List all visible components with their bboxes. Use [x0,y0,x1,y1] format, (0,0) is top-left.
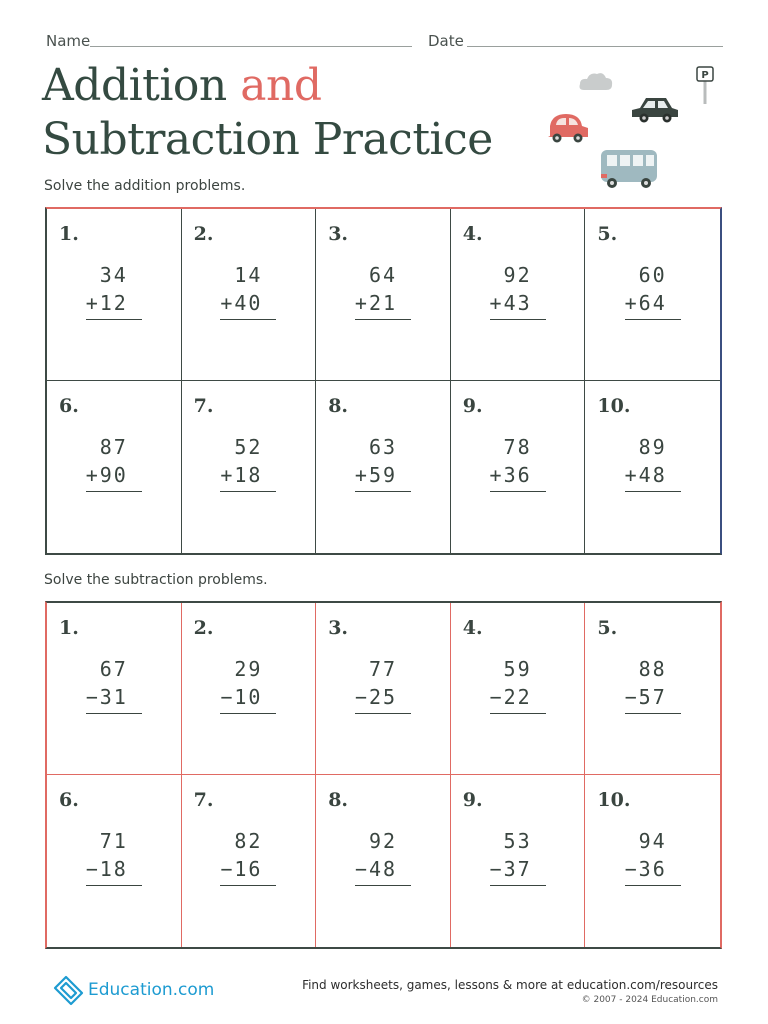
answer-line [355,319,411,320]
top-operand [182,827,316,855]
bottom-operand-value: 36 [503,463,532,487]
operator-sign: − [220,857,235,881]
problem-number: 6. [59,789,79,811]
problem-expression [182,827,316,886]
bottom-operand [168,855,316,883]
problem-number: 2. [193,223,214,245]
top-operand [451,261,585,289]
bottom-operand [33,683,181,711]
date-label: Date [428,32,464,50]
subtraction-problem-cell[interactable] [47,775,182,947]
bottom-operand-value: 64 [638,291,667,315]
top-operand-value: 52 [234,435,263,459]
operator-sign: + [85,291,100,315]
name-line[interactable] [90,46,412,47]
problem-number: 1. [59,617,79,639]
top-operand-value: 82 [234,829,263,853]
top-operand [451,433,585,461]
problem-number: 10. [597,789,631,811]
addition-problem-cell[interactable] [47,381,182,553]
page-title-line2: Subtraction Practice [42,114,493,165]
problem-number: 9. [462,789,483,811]
subtraction-problem-cell[interactable] [182,603,317,775]
answer-line [490,491,546,492]
operator-sign: − [489,857,504,881]
subtraction-problem-cell[interactable] [585,775,720,947]
answer-line [355,491,411,492]
problem-number: 3. [328,223,349,245]
top-operand [316,655,450,683]
bottom-operand [437,683,585,711]
top-operand [47,827,181,855]
top-operand [316,827,450,855]
addition-problem-cell[interactable] [585,209,720,381]
page-title-line1 [42,60,322,112]
answer-line [490,885,546,886]
bottom-operand-value: 90 [99,463,128,487]
footer-copyright: © 2007 - 2024 Education.com [581,995,718,1005]
top-operand-value: 92 [368,829,398,853]
bottom-operand [571,461,720,489]
bottom-operand [437,289,585,317]
problem-expression [585,827,720,886]
answer-line [86,885,142,886]
answer-line [86,319,142,320]
top-operand-value: 67 [99,657,128,681]
title-and: and [240,60,322,111]
operator-sign: − [85,857,100,881]
bottom-operand-value: 18 [234,463,263,487]
date-line[interactable] [467,46,723,47]
answer-line [625,319,681,320]
bottom-operand [437,855,585,883]
problem-expression [182,655,316,714]
problem-expression [316,827,450,886]
parking-letter: P [701,70,709,81]
top-operand [585,827,720,855]
problem-expression [47,433,181,492]
operator-sign: + [85,463,100,487]
operator-sign: + [354,291,369,315]
answer-line [86,491,142,492]
answer-line [355,885,411,886]
problem-expression [451,261,585,320]
top-operand-value: 87 [99,435,128,459]
bottom-operand [168,289,316,317]
bottom-operand [571,289,720,317]
subtraction-problem-cell[interactable] [47,603,182,775]
answer-line [625,713,681,714]
problem-number: 8. [328,789,349,811]
bottom-operand-value: 48 [638,463,667,487]
subtraction-problem-cell[interactable] [585,603,720,775]
problem-expression [316,433,450,492]
answer-line [625,491,681,492]
bottom-operand-value: 10 [234,685,263,709]
top-operand [585,655,720,683]
top-operand-value: 14 [234,263,263,287]
answer-line [220,319,276,320]
problem-expression [451,655,585,714]
bottom-operand [437,461,585,489]
operator-sign: + [354,463,369,487]
top-operand-value: 71 [99,829,128,853]
top-operand-value: 63 [368,435,398,459]
operator-sign: + [624,463,639,487]
problem-number: 7. [193,789,214,811]
bottom-operand-value: 48 [368,857,398,881]
bottom-operand [168,683,316,711]
bottom-operand [33,461,181,489]
cloud-icon [578,70,614,94]
top-operand [316,261,450,289]
top-operand-value: 78 [503,435,532,459]
top-operand [182,261,316,289]
addition-problem-cell[interactable] [451,381,586,553]
operator-sign: − [624,857,639,881]
problem-number: 6. [59,395,79,417]
top-operand [182,655,316,683]
subtraction-problem-cell[interactable] [451,775,586,947]
answer-line [490,319,546,320]
operator-sign: + [220,463,235,487]
top-operand-value: 59 [503,657,532,681]
bottom-operand-value: 21 [368,291,398,315]
bottom-operand-value: 59 [368,463,398,487]
addition-problem-cell[interactable] [316,381,451,553]
problem-number: 10. [597,395,631,417]
bus-icon [598,146,662,192]
top-operand [47,433,181,461]
answer-line [490,713,546,714]
problem-number: 2. [193,617,214,639]
bottom-operand-value: 40 [234,291,263,315]
bottom-operand-value: 31 [99,685,128,709]
name-field[interactable] [46,32,90,50]
problem-expression [182,433,316,492]
problem-expression [585,261,720,320]
bottom-operand [33,855,181,883]
operator-sign: − [85,685,100,709]
problem-number: 5. [597,617,618,639]
problem-number: 1. [59,223,79,245]
problem-expression [585,433,720,492]
subtraction-problem-cell[interactable] [316,603,451,775]
problem-expression [451,433,585,492]
top-operand [47,261,181,289]
name-label: Name [46,32,91,50]
top-operand [585,261,720,289]
top-operand [451,827,585,855]
answer-line [220,713,276,714]
addition-problem-cell[interactable] [316,209,451,381]
bottom-operand-value: 12 [99,291,128,315]
problem-expression [451,827,585,886]
addition-problem-cell[interactable] [585,381,720,553]
answer-line [86,713,142,714]
footer-brand: Education.com [88,980,215,1000]
subtraction-problem-cell[interactable] [182,775,317,947]
top-operand-value: 34 [99,263,128,287]
top-operand [47,655,181,683]
bottom-operand [302,461,450,489]
operator-sign: − [624,685,639,709]
addition-problem-cell[interactable] [451,209,586,381]
bottom-operand-value: 57 [638,685,667,709]
parking-sign-icon [694,66,716,106]
bottom-operand-value: 22 [503,685,532,709]
addition-grid [45,207,722,555]
education-logo-icon [52,973,86,1007]
bottom-operand [571,683,720,711]
addition-instruction: Solve the addition problems. [44,178,246,194]
bottom-operand-value: 16 [234,857,263,881]
bottom-operand [302,855,450,883]
problem-expression [585,655,720,714]
top-operand [182,433,316,461]
bottom-operand-value: 18 [99,857,128,881]
top-operand [316,433,450,461]
top-operand-value: 92 [503,263,532,287]
problem-number: 4. [462,223,483,245]
bottom-operand-value: 37 [503,857,532,881]
footer-tagline[interactable]: Find worksheets, games, lessons & more at education.com/resources [302,978,718,992]
top-operand-value: 89 [638,435,667,459]
operator-sign: + [220,291,235,315]
top-operand-value: 64 [368,263,398,287]
problem-number: 5. [597,223,618,245]
footer-info [302,978,718,1005]
operator-sign: − [354,685,369,709]
top-operand-value: 29 [234,657,263,681]
subtraction-grid [45,601,722,949]
problem-expression [316,655,450,714]
problem-expression [47,827,181,886]
operator-sign: − [220,685,235,709]
problem-expression [182,261,316,320]
top-operand-value: 94 [638,829,667,853]
answer-line [220,491,276,492]
operator-sign: + [624,291,639,315]
footer-logo[interactable] [52,973,214,1007]
operator-sign: + [489,463,504,487]
bottom-operand [302,683,450,711]
top-operand-value: 77 [368,657,398,681]
bottom-operand-value: 36 [638,857,667,881]
problem-number: 4. [462,617,483,639]
top-operand-value: 60 [638,263,667,287]
addition-problem-cell[interactable] [47,209,182,381]
title-addition: Addition [42,60,227,111]
problem-number: 9. [462,395,483,417]
operator-sign: − [354,857,369,881]
problem-number: 8. [328,395,349,417]
bottom-operand [33,289,181,317]
answer-line [625,885,681,886]
operator-sign: + [489,291,504,315]
answer-line [220,885,276,886]
bottom-operand [168,461,316,489]
dark-car-icon [630,94,680,128]
bottom-operand-value: 25 [368,685,398,709]
problem-number: 3. [328,617,349,639]
top-operand-value: 88 [638,657,667,681]
top-operand [451,655,585,683]
date-field[interactable] [428,32,464,50]
bottom-operand [302,289,450,317]
subtraction-problem-cell[interactable] [316,775,451,947]
answer-line [355,713,411,714]
top-operand-value: 53 [503,829,532,853]
problem-expression [47,655,181,714]
problem-expression [47,261,181,320]
red-car-icon [544,110,590,148]
subtraction-problem-cell[interactable] [451,603,586,775]
top-operand [585,433,720,461]
operator-sign: − [489,685,504,709]
addition-problem-cell[interactable] [182,209,317,381]
problem-number: 7. [193,395,214,417]
addition-problem-cell[interactable] [182,381,317,553]
bottom-operand [571,855,720,883]
bottom-operand-value: 43 [503,291,532,315]
subtraction-instruction: Solve the subtraction problems. [44,572,268,588]
problem-expression [316,261,450,320]
